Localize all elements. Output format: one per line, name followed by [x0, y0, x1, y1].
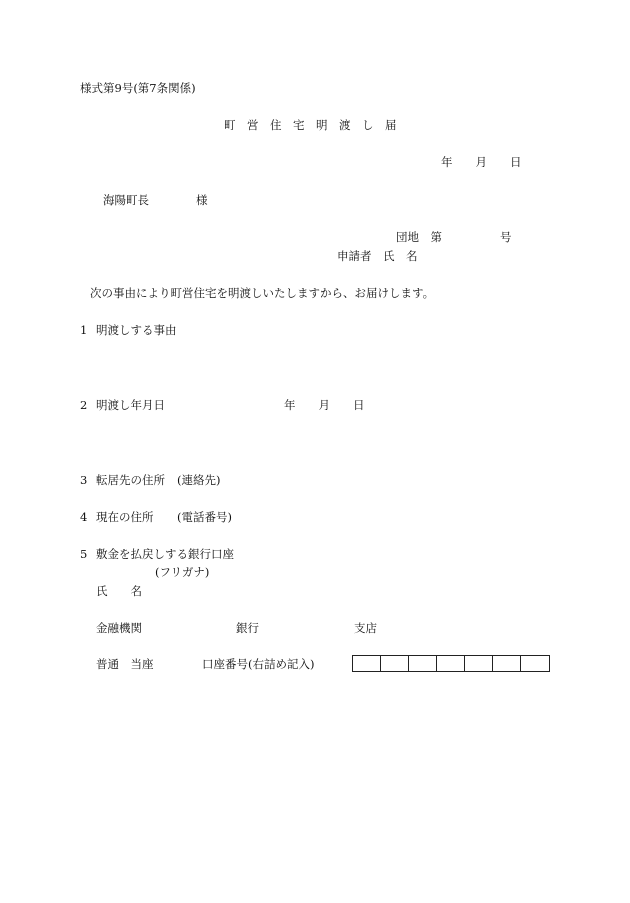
addressee-suffix: 様 — [196, 193, 208, 207]
account-digit-box[interactable] — [521, 656, 549, 671]
item-4-label: 現在の住所 — [96, 510, 154, 524]
account-holder-name-label: 氏 名 — [96, 584, 142, 598]
account-digit-box[interactable] — [381, 656, 409, 671]
item-1-number: 1 — [80, 323, 88, 337]
account-digit-box[interactable] — [493, 656, 521, 671]
intro-text: 次の事由により町営住宅を明渡しいたしますから、お届けします。 — [90, 286, 435, 300]
bank-label: 銀行 — [236, 621, 259, 635]
form-title: 町 営 住 宅 明 渡 し 届 — [224, 118, 397, 132]
item-3-number: 3 — [80, 473, 88, 487]
item-2-number: 2 — [80, 398, 88, 412]
item-2-label: 明渡し年月日 — [96, 398, 165, 412]
applicant-name-label: 申請者 氏 名 — [337, 249, 418, 263]
estate-label: 団地 第 — [396, 230, 442, 244]
account-digit-box[interactable] — [409, 656, 437, 671]
item-3-label: 転居先の住所 — [96, 473, 165, 487]
addressee: 海陽町長 — [103, 193, 149, 207]
account-type-label: 普通 当座 — [96, 657, 154, 671]
form-number: 様式第9号(第7条関係) — [80, 81, 196, 95]
branch-label: 支店 — [354, 621, 377, 635]
financial-institution-label: 金融機関 — [96, 621, 142, 635]
account-number-label: 口座番号(右詰め記入) — [202, 657, 315, 671]
item-3-note: (連絡先) — [177, 473, 221, 487]
item-4-number: 4 — [80, 510, 88, 524]
item-2-date-fields: 年 月 日 — [284, 398, 365, 412]
submission-date: 年 月 日 — [441, 155, 522, 169]
account-digit-box[interactable] — [437, 656, 465, 671]
account-digit-box[interactable] — [353, 656, 381, 671]
estate-suffix: 号 — [500, 230, 512, 244]
item-5-number: 5 — [80, 547, 88, 561]
item-1-label: 明渡しする事由 — [96, 323, 177, 337]
account-number-boxes — [352, 655, 550, 672]
account-digit-box[interactable] — [465, 656, 493, 671]
item-4-note: (電話番号) — [177, 510, 232, 524]
furigana-label: (フリガナ) — [155, 565, 210, 579]
item-5-label: 敷金を払戻しする銀行口座 — [96, 547, 234, 561]
